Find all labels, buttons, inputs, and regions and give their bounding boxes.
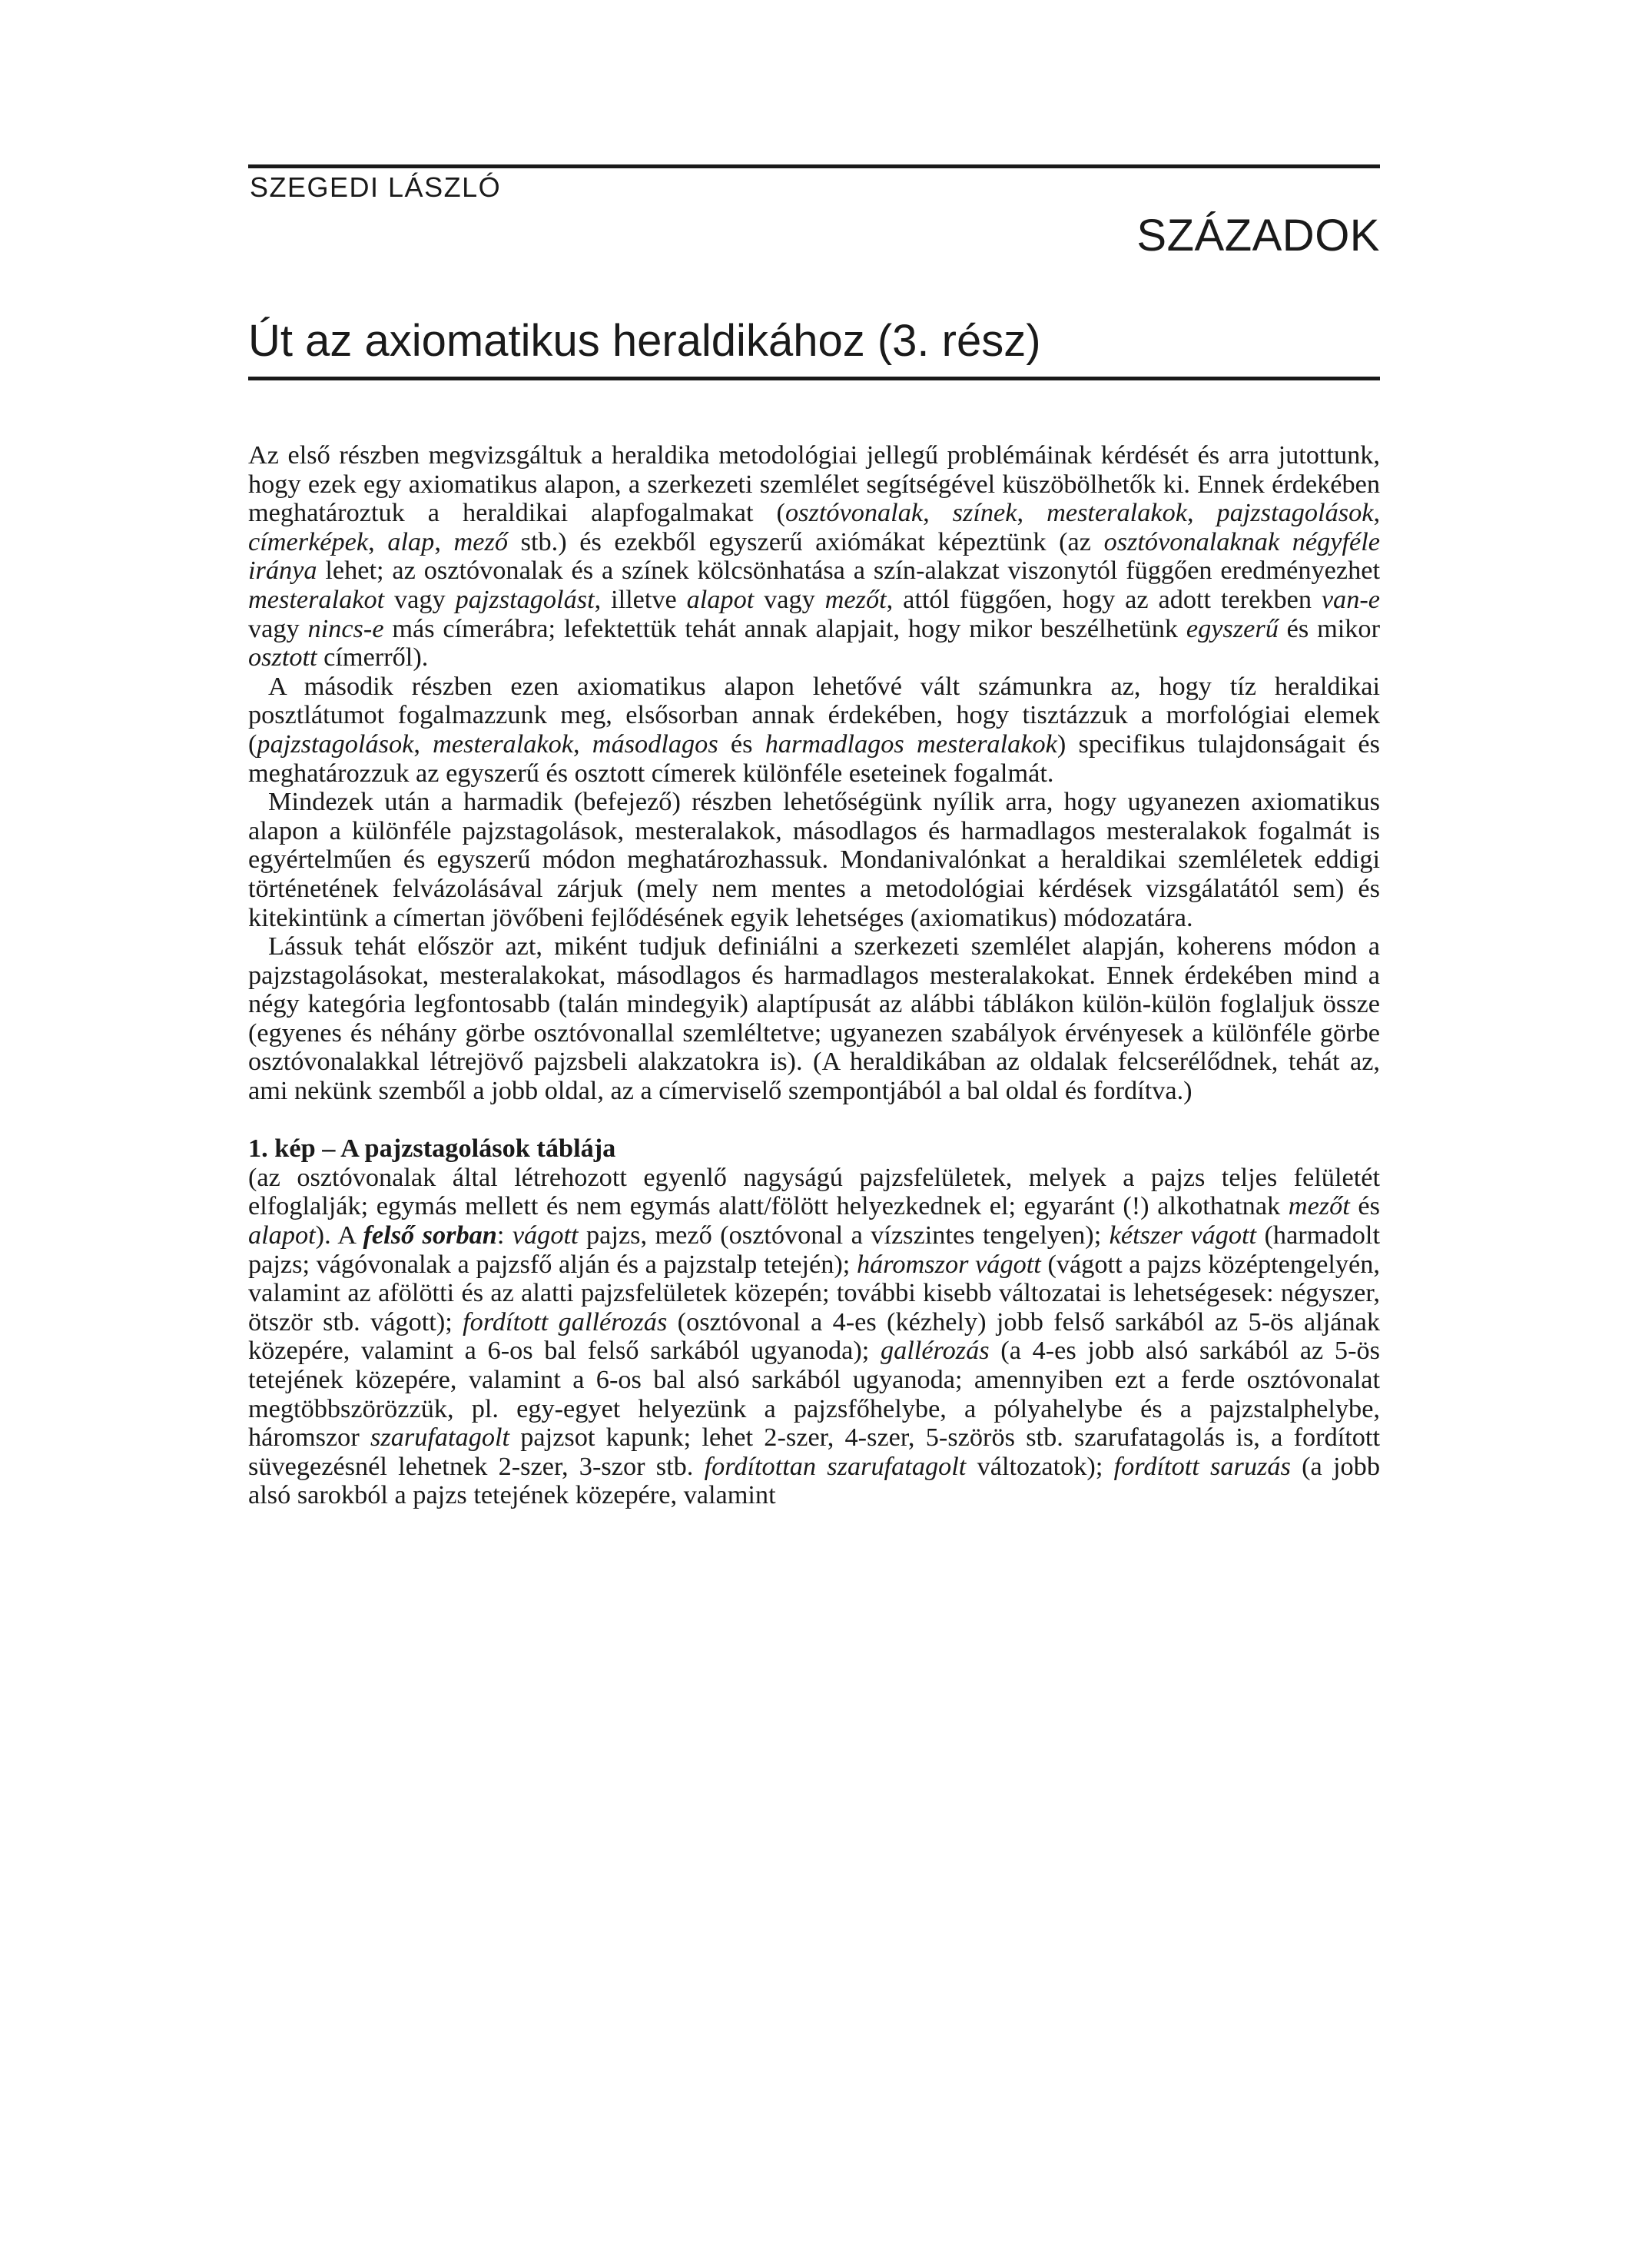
article-title: Út az axiomatikus heraldikához (3. rész)	[248, 316, 1041, 366]
italic-term: gallérozás	[880, 1336, 990, 1366]
italic-term: osztott	[248, 643, 317, 672]
italic-term: osztóvonalaknak négyféle iránya	[248, 526, 1381, 586]
article-author: SZEGEDI LÁSZLÓ	[250, 171, 502, 203]
italic-term: van-e	[1321, 584, 1380, 614]
italic-term: mesteralakok	[1047, 498, 1187, 528]
italic-term: osztóvonalak	[784, 498, 924, 528]
italic-term: egyszerű	[1186, 613, 1279, 643]
article-body	[248, 441, 1380, 1510]
italic-term: színek	[952, 498, 1017, 528]
italic-term: szarufatagolt	[370, 1423, 510, 1453]
italic-term: fordítottan szarufatagolt	[704, 1451, 967, 1481]
italic-term: pajzstagolást	[455, 584, 595, 614]
italic-term: mesteralakot	[248, 584, 385, 614]
italic-term: mező	[453, 526, 508, 556]
paragraph-definitions: Lássuk tehát először azt, miként tudjuk definiálni a szerkezeti szemlélet alapján, koherens módon a pajzstagolásokat, mesteralakokat, másodlagos és harmadlagos mesteralakokat. Ennek érdekében mind a négy kategória legfontosabb (talán mindegyik) alaptípusát az alábbi táblákon külön-külön foglaljuk össze (egyenes és néhány görbe osztóvonallal szemléltetve; ugyanezen szabályok érvényesek a különféle görbe osztóvonalakkal létrejövő pajzsbeli alakzatokra is). (A heraldikában az oldalak felcserélődnek, tehát az, ami nekünk szemből a jobb oldal, az a címerviselő szempontjából a bal oldal és fordítva.)	[248, 931, 1380, 1106]
italic-term: alapot	[248, 1220, 316, 1250]
paragraph-third-part: Mindezek után a harmadik (befejező) részben lehetőségünk nyílik arra, hogy ugyanezen axiomatikus alapon a különféle pajzstagolások, mesteralakok, másodlagos és harmadlagos mesteralakok fogalmát is egyértelműen és egyszerű módon meghatározhassuk. Mondanivalónkat a heraldikai szemléletek eddigi történetének felvázolásával zárjuk (mely nem mentes a metodológiai kérdések vizsgálatától sem) és kitekintünk a címertan jövőbeni fejlődésének egyik lehetséges (axiomatikus) módozatára.	[248, 787, 1380, 932]
italic-term: fordított saruzás	[1113, 1451, 1291, 1481]
italic-term: kétszer vágott	[1109, 1220, 1257, 1250]
header-top-rule	[248, 164, 1380, 168]
italic-term: alap	[387, 526, 435, 556]
italic-term: mezőt	[1288, 1191, 1350, 1221]
italic-term: fordított gallérozás	[463, 1307, 668, 1337]
italic-term: harmadlagos mesteralakok	[765, 729, 1057, 759]
italic-term: másodlagos	[592, 729, 718, 759]
italic-term: alapot	[686, 584, 755, 614]
bold-italic-term: felső sorban	[363, 1220, 497, 1250]
figure-caption-title: 1. kép – A pajzstagolások táblája	[248, 1134, 616, 1164]
paragraph-intro: Az első részben megvizsgáltuk a heraldika metodológiai jellegű problémáinak kérdését és arra jutottunk, hogy ezek egy axiomatikus alapon, a szerkezeti szemlélet segítségével küszöbölhetők ki. Ennek érdekében meghatároztuk a heraldikai alapfogalmakat (osztóvonalak, színek, mesteralakok, pajzstagolások, címerképek, alap, mező stb.) és ezekből egyszerű axiómákat képeztünk (az osztóvonalaknak négyféle iránya lehet; az osztóvonalak és a színek kölcsönhatása a szín-alakzat viszonytól függően eredményezhet mesteralakot vagy pajzstagolást, illetve alapot vagy mezőt, attól függően, hogy az adott terekben van-e vagy nincs-e más címerábra; lefektettük tehát annak alapjait, hogy mikor beszélhetünk egyszerű és mikor osztott címerről).	[248, 440, 1381, 672]
italic-term: nincs-e	[307, 613, 384, 643]
header-bottom-rule	[248, 377, 1380, 380]
italic-term: háromszor vágott	[856, 1249, 1041, 1279]
journal-name: SZÁZADOK	[1136, 211, 1380, 261]
italic-term: mesteralakok	[433, 729, 573, 759]
paragraph-gap	[248, 1106, 1380, 1135]
figure-caption-text: (az osztóvonalak által létrehozott egyenlő nagyságú pajzsfelületek, melyek a pajzs teljes felületét elfoglalják; egymás mellett és nem egymás alatt/fölött helyezkednek el; egyaránt (!) alkothatnak mezőt és alapot). A felső sorban: vágott pajzs, mező (osztóvonal a vízszintes tengelyen); kétszer vágott (harmadolt pajzs; vágóvonalak a pajzsfő alján és a pajzstalp tetején); háromszor vágott (vágott a pajzs középtengelyén, valamint az afölötti és az alatti pajzsfelületek közepén; további kisebb változatai is lehetségesek: négyszer, ötször stb. vágott); fordított gallérozás (osztóvonal a 4-es (kézhely) jobb felső sarkából az 5-ös aljának közepére, valamint a 6-os bal felső sarkából ugyanoda); gallérozás (a 4-es jobb alsó sarkából az 5-ös tetejének közepére, valamint a 6-os bal alsó sarkából ugyanoda; amennyiben ezt a ferde osztóvonalat megtöbbszörözzük, pl. egy-egyet helyezünk a pajzsfőhelybe, a pólyahelybe és a pajzstalphelybe, háromszor szarufatagolt pajzsot kapunk; lehet 2-szer, 4-szer, 5-szörös stb. szarufatagolás is, a fordított süvegezésnél lehetnek 2-szer, 3-szor stb. fordítottan szarufatagolt változatok); fordított saruzás (a jobb alsó sarokból a pajzs tetejének közepére, valamint	[248, 1162, 1380, 1510]
italic-term: pajzstagolások	[257, 729, 414, 759]
italic-term: pajzstagolások	[1216, 498, 1374, 528]
italic-term: vágott	[512, 1220, 579, 1250]
paragraph-second-part: A második részben ezen axiomatikus alapon lehetővé vált számunkra az, hogy tíz heraldikai posztlátumot fogalmazzunk meg, elsősorban annak érdekében, hogy tisztázzuk a morfológiai elemek (pajzstagolások, mesteralakok, másodlagos és harmadlagos mesteralakok) specifikus tulajdonságait és meghatározzuk az egyszerű és osztott címerek különféle eseteinek fogalmát.	[248, 671, 1380, 788]
italic-term: címerképek	[248, 526, 369, 556]
italic-term: mezőt	[824, 584, 887, 614]
